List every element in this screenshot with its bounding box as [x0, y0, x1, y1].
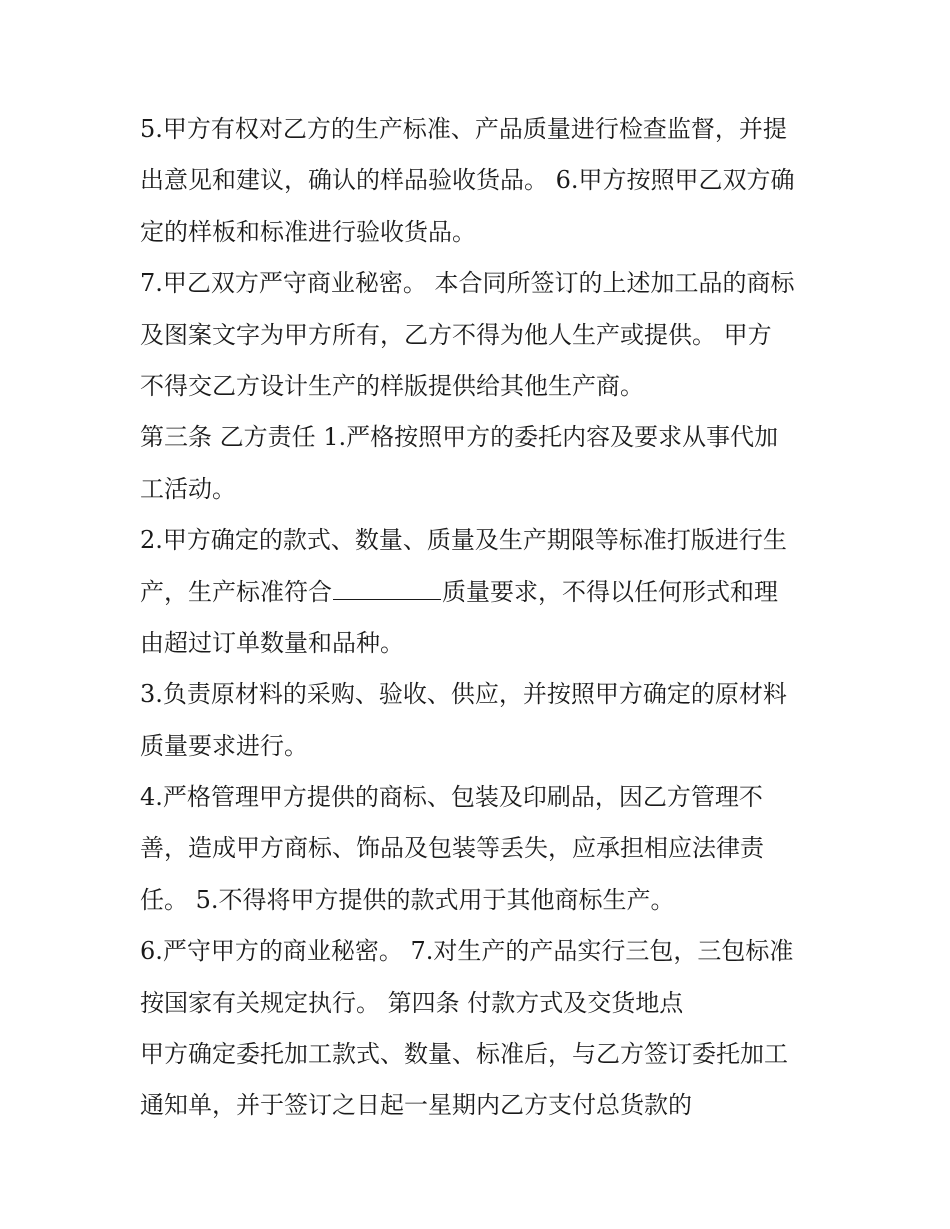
text-line: 工活动。 [140, 474, 236, 503]
paragraph-party-b-clause-2 [140, 521, 820, 675]
paragraph-clause-5-6 [140, 110, 820, 264]
text-line: 7.甲乙双方严守商业秘密。 本合同所签订的上述加工品的商标 [140, 269, 795, 298]
text-line: 任。 5.不得将甲方提供的款式用于其他商标生产。 [140, 885, 675, 914]
text-segment: 产，生产标准符合 [140, 577, 332, 606]
paragraph-article-3-heading [140, 418, 820, 521]
text-line: 质量要求进行。 [140, 731, 308, 760]
text-line: 出意见和建议，确认的样品验收货品。 6.甲方按照甲乙双方确 [140, 166, 795, 195]
text-line: 第三条 乙方责任 1.严格按照甲方的委托内容及要求从事代加 [140, 423, 779, 452]
paragraph-party-b-clause-6-7 [140, 932, 820, 1035]
text-line: 不得交乙方设计生产的样版提供给其他生产商。 [140, 371, 644, 400]
text-line: 及图案文字为甲方所有，乙方不得为他人生产或提供。 甲方 [140, 320, 772, 349]
text-segment: 质量要求，不得以任何形式和理 [442, 577, 778, 606]
text-line-with-blank [140, 573, 820, 624]
text-line: 3.负责原材料的采购、验收、供应，并按照甲方确定的原材料 [140, 680, 787, 709]
text-line: 定的样板和标准进行验收货品。 [140, 217, 476, 246]
text-line: 按国家有关规定执行。 第四条 付款方式及交货地点 [140, 988, 684, 1017]
paragraph-party-b-clause-3 [140, 675, 820, 778]
text-line: 5.甲方有权对乙方的生产标准、产品质量进行检查监督，并提 [140, 115, 787, 143]
text-line: 甲方确定委托加工款式、数量、标准后，与乙方签订委托加工 [140, 1040, 788, 1069]
text-line: 由超过订单数量和品种。 [140, 628, 404, 657]
paragraph-party-b-clause-4-5 [140, 778, 820, 932]
paragraph-clause-7 [140, 264, 820, 418]
text-line: 善，造成甲方商标、饰品及包装等丢失，应承担相应法律责 [140, 834, 764, 863]
paragraph-payment-terms [140, 1035, 820, 1138]
text-line: 6.严守甲方的商业秘密。 7.对生产的产品实行三包，三包标准 [140, 937, 794, 966]
text-line: 4.严格管理甲方提供的商标、包装及印刷品，因乙方管理不 [140, 783, 763, 812]
document-body [140, 110, 820, 1138]
text-line: 通知单，并于签订之日起一星期内乙方支付总货款的 [140, 1091, 692, 1120]
fill-in-blank[interactable] [333, 573, 441, 600]
text-line: 2.甲方确定的款式、数量、质量及生产期限等标准打版进行生 [140, 526, 787, 555]
